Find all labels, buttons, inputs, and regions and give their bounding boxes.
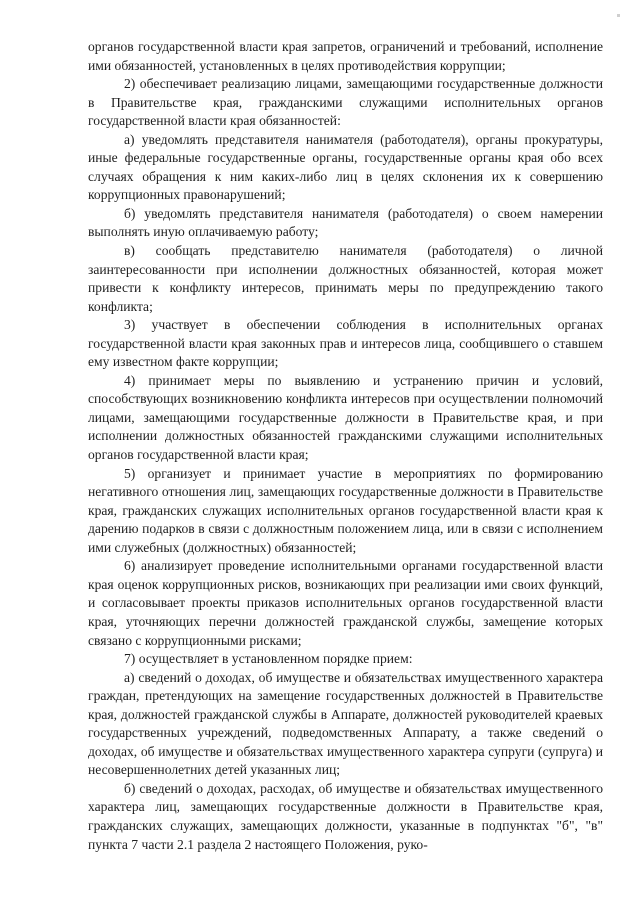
paragraph: а) уведомлять представителя нанимателя (работодателя), органы прокуратуры, иные федеральные государственные органы, государственные органы края обо всех случаях обращения к ним каких-либо лиц в целях склонения их к совершению коррупционных правонарушений; [88, 131, 603, 203]
paragraph: органов государственной власти края запретов, ограничений и требований, исполнение ими обязанностей, установленных в целях противодействия коррупции; [88, 39, 603, 73]
document-page [88, 38, 603, 854]
paragraph: а) сведений о доходах, об имуществе и обязательствах имущественного характера граждан, претендующих на замещение государственных должностей в Правительстве края, должностей гражданской службы в Аппарате, должностей руководителей краевых государственных учреждений, подведомственных Аппарату, а также сведений о доходах, об имуществе и обязательствах имущественного характера супруги (супруга) и несовершеннолетних детей указанных лиц; [88, 669, 603, 778]
paragraph: 4) принимает меры по выявлению и устранению причин и условий, способствующих возникновению конфликта интересов при осуществлении полномочий лицами, замещающими государственные должности в Правительстве края, и при исполнении должностных обязанностей гражданскими служащими исполнительных органов государственной власти края; [88, 372, 603, 463]
paragraph: 7) осуществляет в установленном порядке прием: [124, 651, 413, 667]
paragraph: 6) анализирует проведение исполнительными органами государственной власти края оценок коррупционных рисков, возникающих при реализации ими своих функций, и согласовывает проекты приказов исполнительных органов государственной власти края, уточняющих перечни должностей гражданской службы, замещение которых связано с коррупционными рисками; [88, 558, 603, 648]
paragraph: б) уведомлять представителя нанимателя (работодателя) о своем намерении выполнять иную оплачиваемую работу; [88, 205, 603, 240]
paragraph: 3) участвует в обеспечении соблюдения в исполнительных органах государственной власти края законных прав и интересов лица, сообщившего о ставшем ему известном факте коррупции; [88, 317, 603, 370]
scan-mark [617, 14, 620, 17]
paragraph: 2) обеспечивает реализацию лицами, замещающими государственные должности в Правительстве края, гражданскими служащими исполнительных органов государственной власти края обязанностей: [88, 76, 603, 129]
paragraph: 5) организует и принимает участие в мероприятиях по формированию негативного отношения лиц, замещающих государственные должности в Правительстве края, гражданских служащих исполнительных органов государственной власти края к дарению подарков в связи с должностным положением лица, или в связи с исполнением ими служебных (должностных) обязанностей; [88, 465, 603, 555]
paragraph: в) сообщать представителю нанимателя (работодателя) о личной заинтересованности при исполнении должностных обязанностей, которая может привести к конфликту интересов, принимать меры по предупреждению такого конфликта; [88, 243, 603, 314]
paragraph: б) сведений о доходах, расходах, об имуществе и обязательствах имущественного характера лиц, замещающих государственные должности в Правительстве края, гражданских служащих, замещающих должности, указанные в подпунктах "б", "в" пункта 7 части 2.1 раздела 2 настоящего Положения, руко- [88, 780, 603, 852]
